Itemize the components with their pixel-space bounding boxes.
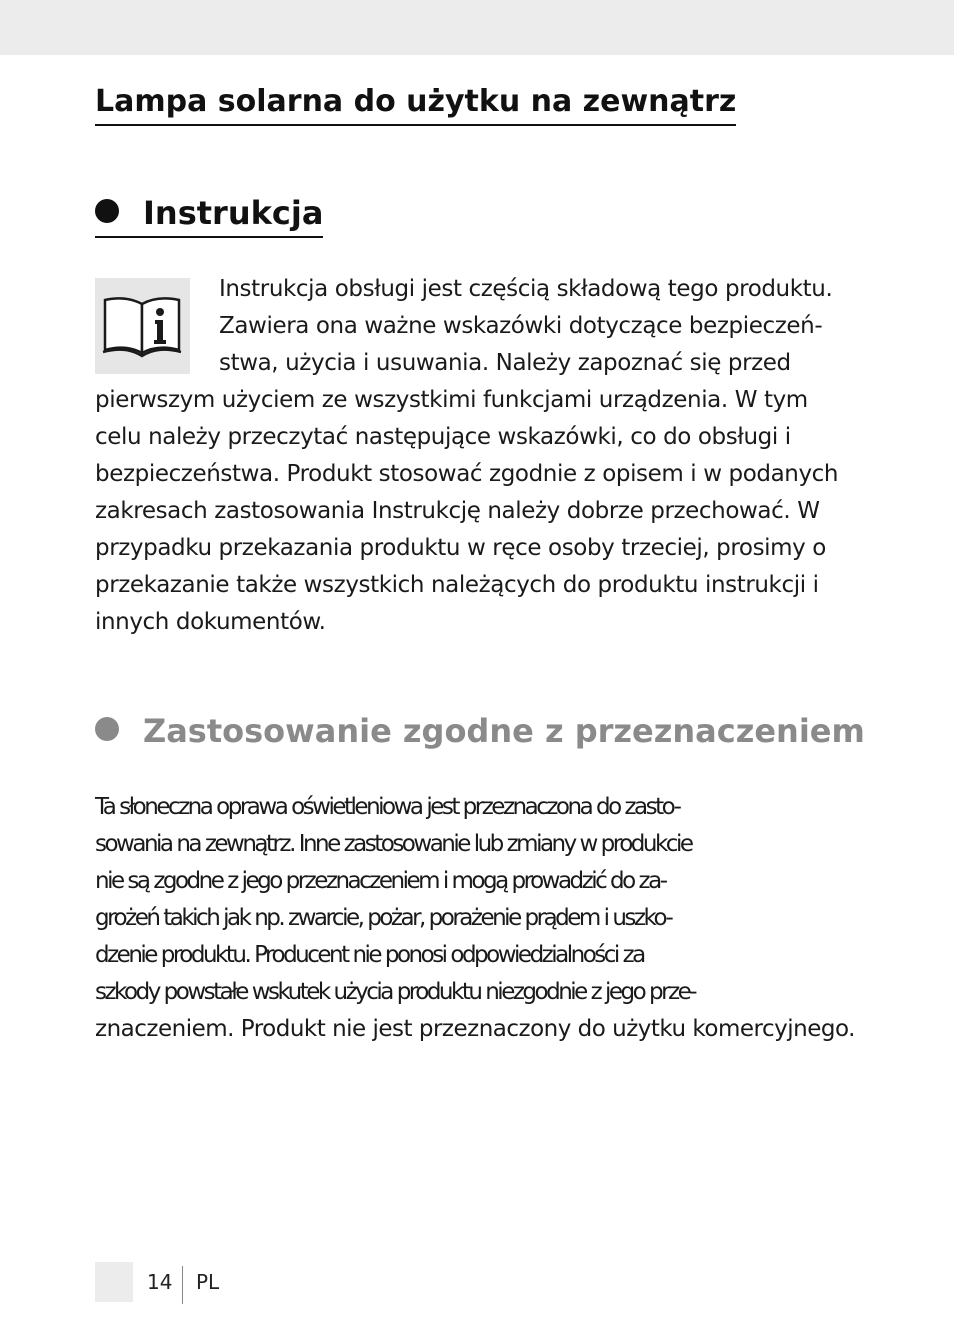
document-title: Lampa solarna do użytku na zewnątrz	[95, 80, 736, 126]
text-line: innych dokumentów.	[95, 609, 326, 635]
language-code: PL	[196, 1270, 220, 1294]
text-line: grożeń takich jak np. zwarcie, pożar, porażenie prądem i uszko-	[95, 905, 672, 931]
text-line: sowania na zewnątrz. Inne zastosowanie lub zmiany w produkcie	[95, 831, 692, 857]
footer-divider	[182, 1266, 183, 1304]
text-line: Zawiera ona ważne wskazówki dotyczące bezpieczeń-	[219, 313, 823, 339]
page-number: 14	[147, 1270, 173, 1294]
text-line: dzenie produktu. Producent nie ponosi odpowiedzialności za	[95, 942, 644, 968]
text-line: szkody powstałe wskutek użycia produktu niezgodnie z jego prze-	[95, 979, 696, 1005]
bullet-icon	[95, 199, 119, 223]
section-heading-text: Zastosowanie zgodne z przeznaczeniem	[143, 712, 865, 750]
section-heading-instrukcja	[95, 190, 323, 238]
text-line: przypadku przekazania produktu w ręce osoby trzeciej, prosimy o	[95, 535, 826, 561]
text-line: stwa, użycia i usuwania. Należy zapoznać się przed	[219, 350, 791, 376]
text-line: celu należy przeczytać następujące wskazówki, co do obsługi i	[95, 424, 791, 450]
bullet-icon	[95, 717, 119, 741]
text-line: Ta słoneczna oprawa oświetleniowa jest przeznaczona do zasto-	[95, 794, 680, 820]
footer-marker-box	[95, 1262, 133, 1302]
section-heading-zastosowanie	[95, 708, 865, 754]
text-line: nie są zgodne z jego przeznaczeniem i mogą prowadzić do za-	[95, 868, 666, 894]
section-heading-text: Instrukcja	[143, 194, 324, 232]
text-line: Instrukcja obsługi jest częścią składową tego produktu.	[219, 276, 833, 302]
page-top-bar	[0, 0, 954, 55]
text-line: znaczeniem. Produkt nie jest przeznaczony do użytku komercyjnego.	[95, 1016, 855, 1042]
instrukcja-paragraph	[95, 271, 838, 641]
zastosowanie-paragraph	[95, 789, 855, 1048]
text-line: przekazanie także wszystkich należących do produktu instrukcji i	[95, 572, 819, 598]
text-line: bezpieczeństwa. Produkt stosować zgodnie z opisem i w podanych	[95, 461, 839, 487]
text-line: pierwszym użyciem ze wszystkimi funkcjami urządzenia. W tym	[95, 387, 808, 413]
text-line: zakresach zastosowania Instrukcję należy dobrze przechować. W	[95, 498, 820, 524]
